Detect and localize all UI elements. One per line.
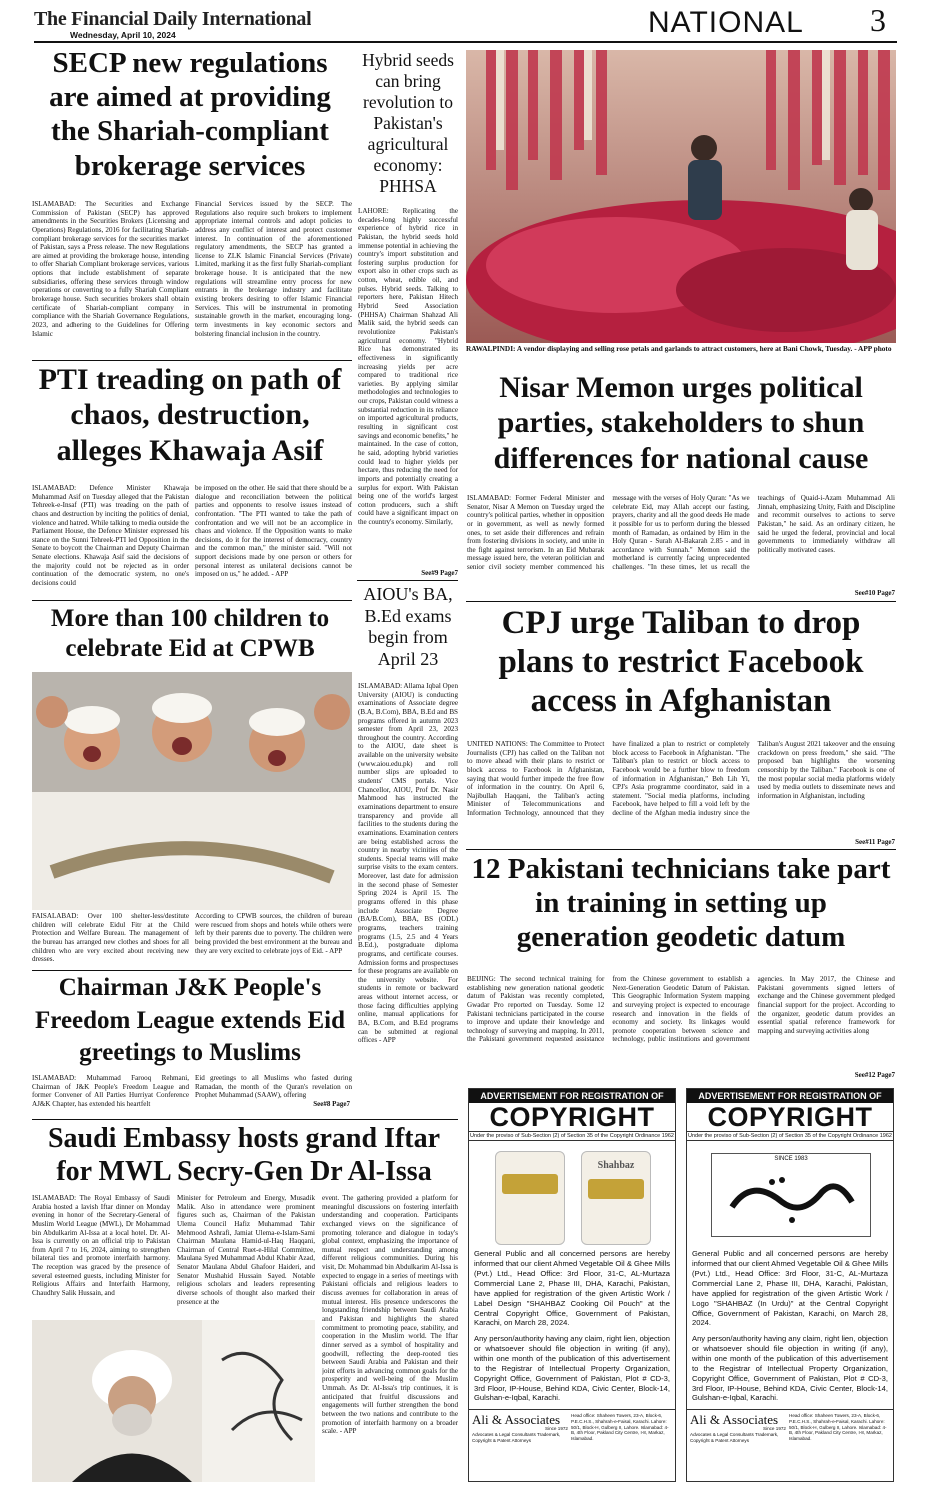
cpj-headline: CPJ urge Taliban to drop plans to restrict Facebook access in Afghanistan xyxy=(498,605,864,719)
masthead-rule xyxy=(34,41,897,43)
ad-subtitle: Under the proviso of Sub-Section (2) of Section 35 of the Copyright Ordinance 1962 xyxy=(470,1133,674,1140)
divider xyxy=(32,970,352,971)
secp-body-col2: Financial Services issued by the SECP. The Regulations also require such brokers to implement appropriate internal controls and adopt policies to address any conflict of interest and protect customer interest. In continuation of the aforementioned regulatory amendments, the SECP has granted a license to ZLK Islamic Financial Services (Private) Limited, marking it as the first fully Shariah-compliant brokerage house. It is anticipated that the new regulations will streamline entry process for new entrants in the brokerage industry and facilitate existing brokers desiring to offer Islamic Financial Services. This will be instrumental in promoting sustainable growth in the market, encouraging long-term investments in key economic sectors and bolstering financial inclusion in the country. xyxy=(195,200,352,338)
ad-text-2: Any person/authority having any claim, right lien, objection or whatsoever should file objection in writing (if any), within one month of the publication of this advertisement to the Registrar of Intellectual Property Organization, Copyright Office, Government of Pakistan, Plot # CD-3, 3rd Floor, IP-House, Behind KDA, Civic Center, Block-14, Gulshan-e-Iqbal, Karachi. xyxy=(692,1334,888,1403)
cpwb-headline: More than 100 children to celebrate Eid at CPWB xyxy=(50,605,330,662)
secp-body-col1: ISLAMABAD: The Securities and Exchange Commission of Pakistan (SECP) has approved amendments in the Securities Brokers (Licensing and Operations) Regulations, 2016 for facilitating Shariah-compliant brokerage services for the securities market of Pakistan, says a Press release. The new Regulations are aimed at providing the brokerage house, intending to offer Shariah Compliant brokerage services, various options that include establishment of separate subsidiaries, offering these services through window operations or converting to a fully Shariah Compliant brokerage house. Such securities brokers shall obtain certificate of Shariah-compliant company in compliance with the Shariah Governance Regulations, 2023, and adhering to the Guidelines for Offering Islamic xyxy=(32,200,189,338)
firm-since: Since 1972 xyxy=(763,1426,786,1432)
technicians-body: BEIJING: The second technical training for establishing new generation national geodetic datum of Pakistan was recently completed, Gwadar Pro reported on Tuesday. Some 12 Pakistani technicians participated in the course to improve and update their knowledge and technology of surveying and mapping. In 2011, the Pakistani government requested assistance from the Chinese government to establish a Next-Generation Geodetic Datum of Pakistan. This Geographic Information System mapping and surveying project is expected to encourage research and innovation in the fields of economy and society. Its linkages would promote cooperation between science and technology, public institutions and government agencies. In May 2017, the Chinese and Pakistani governments signed letters of exchange and the Chinese government pledged financial support for the project. According to the organizer, geodetic datum provides an essential spatial reference framework for mapping and surveying activities along xyxy=(467,975,895,1044)
nisar-headline: Nisar Memon urges political parties, stakeholders to shun differences for national cause xyxy=(493,371,869,475)
saudi-headline: Saudi Embassy hosts grand Iftar for MWL Secry-Gen Dr Al-Issa xyxy=(47,1123,441,1188)
ad-title: COPYRIGHT xyxy=(707,1102,873,1132)
nisar-body: ISLAMABAD: Former Federal Minister and Senator, Nisar A Memon on Tuesday urged the country's political parties, whether in opposition or in government, as well as newly formed ones, to set aside their differences and refrain from fostering divisions in society, and unite in the fight against terrorism. In an Eid Mubarak message issued here, the veteran politician and senior civil society member commenced his message with the verses of Holy Quran: "As we celebrate Eid, may Allah accept our fasting, prayers, charity and all the good deeds He made it possible for us to perform during the blessed month of Ramadan, as ordained by Him in the Holy Quran - Surah Al-Bakarah 2.85 - and in accordance with Sunnah." Memon said the motherland is currently facing unprecedented challenges. "In these times, let us recall the teachings of Quaid-i-Azam Muhammad Ali Jinnah, emphasizing Unity, Faith and Discipline and recommit ourselves to actions to serve Pakistan," he said. As an ordinary citizen, he said he urged the federal, provincial and local governments to immediately withdraw all politically motivated cases. xyxy=(467,494,895,572)
ad-bar: ADVERTISEMENT FOR REGISTRATION OF xyxy=(687,1089,893,1103)
copyright-ad-right xyxy=(686,1088,894,1482)
saudi-body-col2: Minister for Petroleum and Energy, Musadik Malik. Also in attendance were prominent figures such as, Chairman of the Pakistan Ulema Council Hafiz Muhammad Tahir Mehmood Ashrafi, Jamiat Ulema-e-Islam-Sami Chairman Maulana Hamid-ul-Haq Haqqani, Chairman of Central Ruet-e-Hilal Committee, Maulana Syed Muhammad Abdul Khabir Azad, Senator Maulana Abdul Ghafoor Haideri, and Senator Mushahid Hussain Sayed. Notable religious scholars and leaders representing diverse schools of thought also marked their presence at the xyxy=(177,1194,315,1306)
page-number: 3 xyxy=(870,2,886,38)
technicians-see-page: See#12 Page7 xyxy=(854,1071,895,1079)
ad-bar: ADVERTISEMENT FOR REGISTRATION OF xyxy=(469,1089,675,1103)
copyright-ad-left xyxy=(468,1088,676,1482)
firm-name: Ali & Associates xyxy=(472,1412,561,1428)
aiou-body: ISLAMABAD: Allama Iqbal Open University (AIOU) is conducting examinations of Associate degree (B.A, B.Com), BBA, B.Ed and BS programs offered in autumn 2023 semester from April 23, 2023 throughout the country. According to the AIOU, date sheet is available on the university website (www.aiou.edu.pk) and roll number slips are uploaded to students' CMS portals. Vice Chancellor, AIOU, Prof Dr. Nasir Mahmood has instructed the examinations department to ensure transparency and provide all facilities to the students during the examinations. Examination centers are being established across the country in nearby vicinities of the students. Special teams will make surprise visits to the exam centers. Moreover, last date for admission in the second phase of Semester Spring 2024 is April 15. The programs offered in this phase include Associate Degree (BA/B.Com), BBA, BS (ODL) programs, teachers training programs (1.5, 2.5 and 4 Years B.Ed.), postgraduate diploma programs, and certificate courses. Admission forms and prospectuses for these programs are available on the university website. For students in remote or backward areas without internet access, or those facing difficulties applying online, manual applications for BA, B.Com, and B.Ed programs can be submitted at regional offices - APP xyxy=(358,682,458,1045)
rose-photo-caption: RAWALPINDI: A vendor displaying and selling rose petals and garlands to attract customers, here at Bani Chowk, Tuesday. - APP photo xyxy=(466,345,892,353)
pti-headline: PTI treading on path of chaos, destruction, alleges Khawaja Asif xyxy=(38,363,342,467)
section-name: NATIONAL xyxy=(648,6,804,39)
divider xyxy=(32,360,352,361)
hybrid-body: LAHORE: Replicating the decades-long highly successful experience of hybrid rice in Pakistan, the hybrid seeds hold immense potential in achieving the country's import substitution and fostering surplus production for export also in other crops such as cotton, wheat, edible oil, and pulses. Hybrid seeds. Talking to reporters here, Pakistan Hitech Hybrid Seed Association (PHHSA) Chairman Shahzad Ali Malik said, the hybrid seeds can revolutionize Pakistan's agricultural economy. "Hybrid Rice has demonstrated its effectiveness in significantly increasing yields per acre compared to traditional rice varieties. By applying similar methodologies and technologies to our crops, Pakistan could witness a substantial reduction in its reliance on imported agricultural products, resulting in significant cost savings and economic benefits," he maintained. In the case of cotton, he said, adopting hybrid varieties could lead to higher yields per hectare, thus reducing the need for imports and potentially creating a surplus for export. With Pakistan being one of the world's largest cotton producers, such a shift could have a significant impact on the country's economy. Similarly, xyxy=(358,207,458,527)
cpj-body: UNITED NATIONS: The Committee to Protect Journalists (CPJ) has called on the Taliban not to move ahead with their plans to restrict or block access to Facebook in Afghanistan, saying that would further impede the free flow of information in the country. On April 6, Najibullah Haqqani, the Taliban's acting Minister of Telecommunications and Information Technology, announced that they have finalized a plan to restrict or completely block access to Facebook in Afghanistan. "The Taliban's plan to restrict or block access to Facebook would be a further blow to freedom of information in Afghanistan," Beh Lih Yi, CPJ's Asia programme coordinator, said in a statement. "Social media platforms, including Facebook, have helped to fill a void left by the decline of the Afghan media industry since the Taliban's August 2021 takeover and the ensuing crackdown on press freedom," she said. "The proposed ban highlights the worsening censorship by the Taliban." Facebook is one of the most popular social media platforms widely used by media outlets to disseminate news and information in Afghanistan, including xyxy=(467,740,895,818)
saudi-body-col3: event. The gathering provided a platform for meaningful discussions on fostering interfaith understanding and cooperation. Participants exchanged views on the significance of promoting tolerance and dialogue in today's global context, emphasizing the importance of mutual respect and understanding among different religious communities. During his visit, Dr. Mohammad bin Abdulkarim Al-Issa is expected to engage in a series of meetings with Pakistani officials and religious leaders to discuss avenues for collaboration in areas of mutual interest. His presence underscores the longstanding friendship between Saudi Arabia and Pakistan and highlights the shared commitment to promoting peace, stability, and cooperation in the Muslim world. The Iftar dinner served as a symbol of hospitality and goodwill, reflecting the deep-rooted ties between Saudi Arabia and Pakistan and their joint efforts in advancing common goals for the prosperity and well-being of the Muslim Ummah. As Dr. Al-Issa's trip continues, it is anticipated that fruitful discussions and engagements will further strengthen the bond between the two nations and contribute to the promotion of interfaith harmony on a broader scale. - APP xyxy=(322,1194,458,1436)
technicians-headline: 12 Pakistani technicians take part in training in setting up generation geodetic datum xyxy=(471,853,891,954)
secp-headline: SECP new regulations are aimed at providing the Shariah-compliant brokerage services xyxy=(49,47,331,182)
aiou-headline: AIOU's BA, B.Ed exams begin from April 23 xyxy=(363,584,453,669)
ad-footer xyxy=(687,1409,893,1446)
al-issa-photo xyxy=(32,1320,315,1482)
firm-offices: Head office: Shaheen Towers, 23-A, Block-6, P.E.C.H.S., Shahrah-e-Faisal, Karachi. Lahore: 50/1, Block-H, Gulberg II, Lahore. Islamabad: 4-B, 4th Floor, Pakland City Centre, I-8, Markaz, Islamabad. xyxy=(571,1413,669,1442)
ad-title: COPYRIGHT xyxy=(489,1102,655,1132)
jk-body-col1: ISLAMABAD: Muhammad Farooq Rehmani, Chairman of J&K People's Freedom League and former Convener of All Parties Hurriyat Conference AJ&K Chapter, has extended his heartfelt xyxy=(32,1074,189,1108)
divider xyxy=(357,580,458,581)
oil-pouch-2 xyxy=(581,1151,651,1245)
hybrid-see-page: See#9 Page7 xyxy=(421,569,458,577)
ad-text: General Public and all concerned persons are hereby informed that our client Ahmed Vegetable Oil & Ghee Mills (Pvt.) Ltd., Head Office: 3rd Floor, 31-C, AL-Murtaza Commercial Lane 2, Phase III, DHA, Karachi, Pakistan, have applied for registration of the given Artistic Work / Logo "SHAHBAZ (In Urdu)" at the Central Copyright Office, Government of Pakistan, Karachi, on March 28, 2024. xyxy=(692,1249,888,1328)
masthead-date: Wednesday, April 10, 2024 xyxy=(70,30,176,40)
firm-logo xyxy=(472,1413,568,1443)
firm-tagline: Advocates & Legal Consultants Trademark, Copyright & Patent Attorneys xyxy=(690,1431,779,1443)
firm-offices: Head office: Shaheen Towers, 23-A, Block-6, P.E.C.H.S., Shahrah-e-Faisal, Karachi. Lahore: 50/1, Block-H, Gulberg II, Lahore. Islamabad: 4-B, 4th Floor, Pakland City Centre, I-8, Markaz, Islamabad. xyxy=(789,1413,887,1442)
jk-see-page: See#8 Page7 xyxy=(313,1100,350,1108)
divider xyxy=(466,849,896,850)
ad-text-2: Any person/authority having any claim, right lien, objection or whatsoever should file objection in writing (if any), within one month of the publication of this advertisement to the Registrar of Intellectual Property Organization, Copyright Office, Government of Pakistan, Plot # CD-3, 3rd Floor, IP-House, Behind KDA, Civic Center, Block-14, Gulshan-e-Iqbal, Karachi. xyxy=(474,1334,670,1403)
rose-vendor-photo xyxy=(466,50,896,343)
ad-subtitle: Under the proviso of Sub-Section (2) of Section 35 of the Copyright Ordinance 1962 xyxy=(688,1133,892,1140)
divider xyxy=(32,1119,458,1120)
brand-name: Shahbaz xyxy=(597,1160,635,1172)
oil-pouch-1 xyxy=(495,1151,565,1245)
cpwb-body-col2: According to CPWB sources, the children of bureau were rescued from shops and hotels while others were left by their parents due to poverty. The children were being provided the best environment at the bureau and they are very excited to celebrate joys of Eid. - APP xyxy=(195,912,352,955)
pti-body-col2: be imposed on the other. He said that there should be a dialogue and reconciliation between the political parties and opponents to resolve issues instead of confrontation. "The PTI wanted to take the path of confrontation and we will not be an accomplice in chaos and violence. If the Opposition wants to make decisions, do it for the interest of democracy, country and the common man," the minister said. "Will not support decisions made by one person or others for personal interest as unilateral decisions cannot be imposed on us," he added. - APP xyxy=(195,484,352,579)
oil-pouch-images xyxy=(469,1141,675,1249)
firm-name: Ali & Associates xyxy=(690,1412,779,1428)
cpwb-body-col1: FAISALABAD: Over 100 shelter-less/destitute children will celebrate Eidul Fitr at the Child Protection and Welfare Bureau. The management of the bureau has arranged new clothes and shoes for all children who are very excited about receiving new dresses. xyxy=(32,912,189,964)
saudi-body-col1: ISLAMABAD: The Royal Embassy of Saudi Arabia hosted a lavish Iftar dinner on Monday evening in honor of the Secretary-General of Muslim World League (MWL), Dr Mohammad bin Abdulkarim Al-Issa at a local hotel. Dr. Al-Issa is currently on an official trip to Pakistan from April 7 to 16, 2024, aiming to strengthen bilateral ties and promote interfaith harmony. The reception was graced by the presence of several esteemed guests, including Minister for Religious Affairs and Interfaith Harmony, Chaudhry Salik Hussain, and xyxy=(32,1194,170,1298)
masthead-title: The Financial Daily International xyxy=(34,8,312,30)
pti-body-col1: ISLAMABAD: Defence Minister Khawaja Muhammad Asif on Tuesday alleged that the Pakistan Tehreek-e-Insaf (PTI) was treading on the path of chaos and destruction by inciting the politics of denial, violence and hatred. While talking to media outside the Parliament House, the Defence Minister expressed his stance on the Sunni Tehreek-PTI led Opposition in the Senate to boycott the Chairman and Deputy Chairman Senate elections. Khawaja Asif said the decisions of the majority could not be rejected as in order continuation of the democratic system, no one's decisions could xyxy=(32,484,189,588)
logo-since: SINCE 1983 xyxy=(774,1156,808,1163)
divider xyxy=(466,601,896,602)
cpj-see-page: See#11 Page7 xyxy=(855,838,895,846)
hybrid-headline: Hybrid seeds can bring revolution to Pakistan's agricultural economy: PHHSA xyxy=(362,50,454,196)
firm-since: Since 1972 xyxy=(545,1426,568,1432)
children-eid-photo xyxy=(32,672,352,910)
firm-tagline: Advocates & Legal Consultants Trademark, Copyright & Patent Attorneys xyxy=(472,1431,561,1443)
firm-logo xyxy=(690,1413,786,1443)
nisar-see-page: See#10 Page7 xyxy=(854,589,895,597)
shahbaz-logo-area xyxy=(687,1141,893,1249)
shahbaz-logo xyxy=(711,1153,871,1237)
divider xyxy=(32,600,352,601)
ad-footer xyxy=(469,1409,675,1446)
jk-headline: Chairman J&K People's Freedom League extends Eid greetings to Muslims xyxy=(35,974,345,1066)
jk-body-col2: Eid greetings to all Muslims who fasted during Ramadan, the month of the Quran's revelation on Prophet Muhammad (SAAW), offering xyxy=(195,1074,352,1100)
ad-text: General Public and all concerned persons are hereby informed that our client Ahmed Vegetable Oil & Ghee Mills (Pvt.) Ltd., Head Office: 3rd Floor, 31-C, AL-Murtaza Commercial Lane 2, Phase III, DHA, Karachi, Pakistan, have applied for registration of the given Artistic Work / Label Design "SHAHBAZ Cooking Oil Pouch" at the Central Copyright Office, Government of Pakistan, Karachi, on March 28, 2024. xyxy=(474,1249,670,1328)
